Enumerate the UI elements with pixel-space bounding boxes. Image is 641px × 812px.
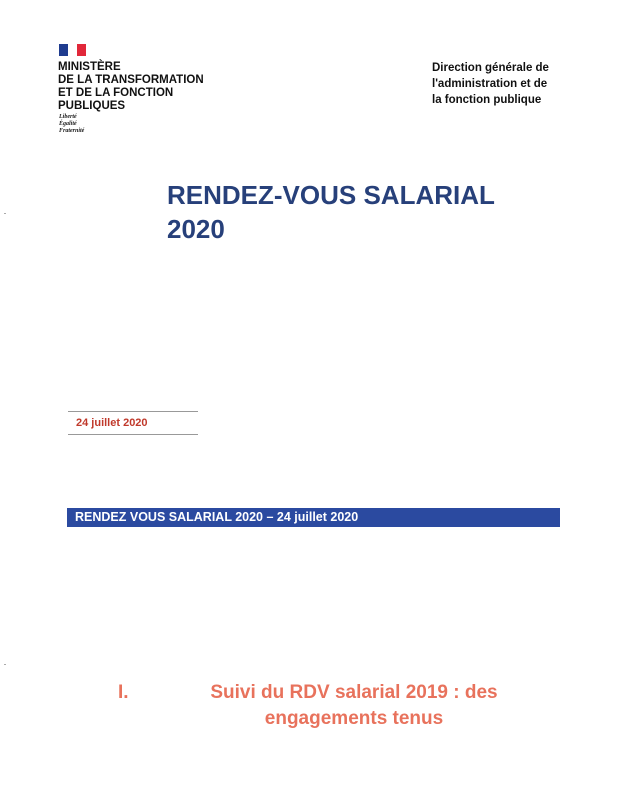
- motto-line: Fraternité: [59, 128, 85, 134]
- section-banner: RENDEZ VOUS SALARIAL 2020 – 24 juillet 2020: [67, 508, 560, 527]
- ministry-name: [58, 61, 258, 113]
- flag-white-band: [68, 44, 77, 56]
- direction-name: [432, 60, 592, 108]
- republic-motto: [59, 114, 84, 135]
- ministry-line: PUBLIQUES: [58, 100, 126, 112]
- document-date: 24 juillet 2020: [68, 411, 198, 435]
- title-line: 2020: [167, 214, 225, 244]
- document-title: [167, 178, 587, 246]
- direction-line: l'administration et de: [432, 78, 548, 90]
- ministry-line: DE LA TRANSFORMATION: [58, 74, 204, 86]
- title-line: RENDEZ-VOUS SALARIAL: [167, 180, 495, 210]
- section-number: I.: [118, 682, 129, 703]
- scan-speck: [4, 664, 6, 665]
- ministry-line: MINISTÈRE: [58, 61, 121, 73]
- section-title-line: Suivi du RDV salarial 2019 : des: [210, 682, 498, 703]
- marianne-flag-logo: [59, 44, 86, 56]
- flag-red-band: [77, 44, 86, 56]
- direction-line: Direction générale de: [432, 62, 549, 74]
- scan-speck: [4, 213, 6, 214]
- section-title-line: engagements tenus: [264, 708, 444, 729]
- motto-line: Égalité: [59, 121, 77, 127]
- ministry-line: ET DE LA FONCTION: [58, 87, 174, 99]
- section-title: [170, 680, 538, 732]
- direction-line: la fonction publique: [432, 94, 542, 106]
- motto-line: Liberté: [59, 114, 77, 120]
- flag-blue-band: [59, 44, 68, 56]
